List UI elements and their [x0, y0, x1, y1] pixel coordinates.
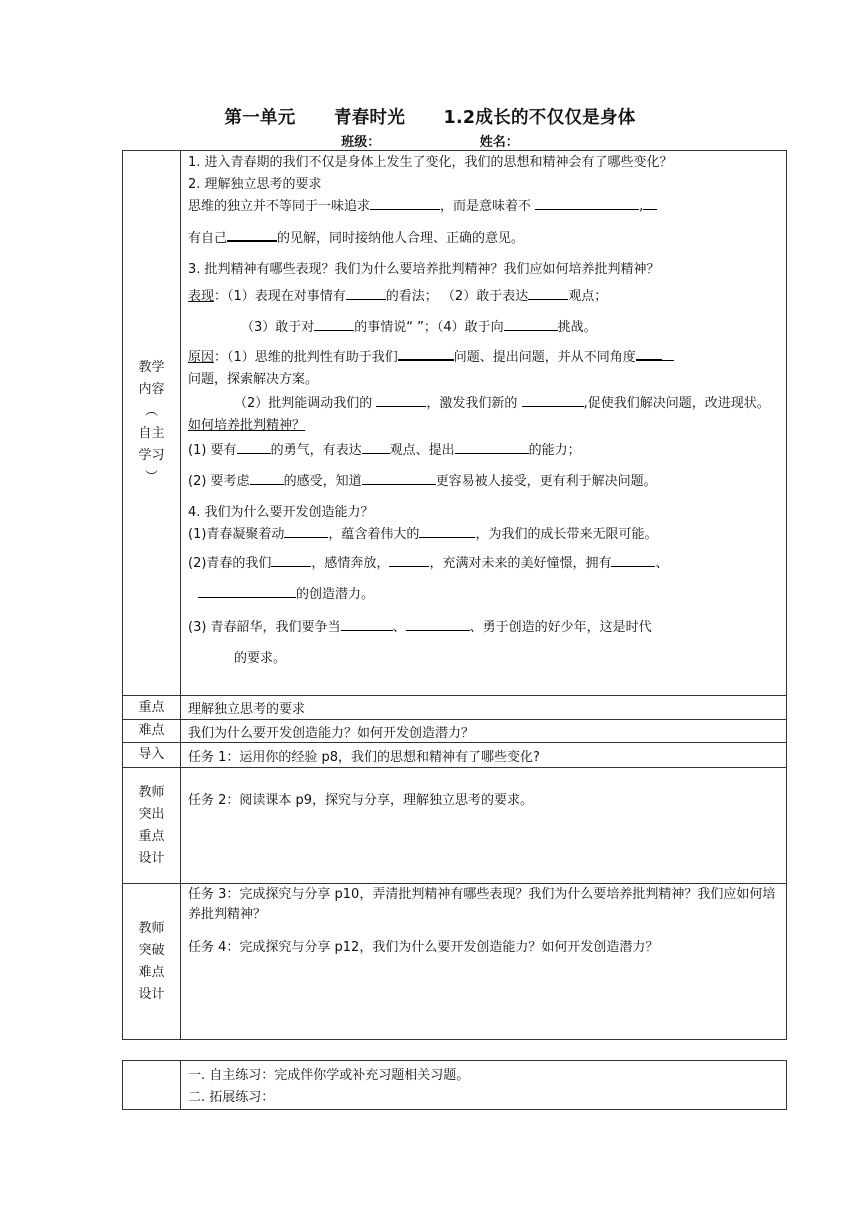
blank — [643, 196, 657, 210]
teaching-content-cell — [181, 151, 787, 696]
blank — [504, 317, 558, 331]
blank — [284, 524, 328, 538]
lesson-plan-table — [122, 150, 787, 1040]
task-4: 任务 4：完成探究与分享 p12，我们为什么要开发创造能力？如何开发创造潜力？ — [188, 940, 659, 955]
question-3: 3. 批判精神有哪些表现？我们为什么要培养批判精神？我们应如何培养批判精神？ — [188, 262, 660, 277]
blank — [250, 471, 284, 485]
class-name-line: 班级： 姓名： — [341, 135, 519, 150]
blank — [370, 196, 440, 210]
blank — [198, 584, 296, 598]
blank — [362, 471, 436, 485]
creativity-line-3: 的创造潜力。 — [188, 584, 780, 606]
reason-line-2: （2）批判能调动我们的 ，激发我们新的 ,促使我们解决问题，改进现状。 — [188, 393, 780, 415]
teaching-content-label: 教学 内容 ︵ 自主 学习 ︶ — [123, 151, 181, 696]
teacher-break-cell — [181, 884, 787, 1040]
difficulty-text: 我们为什么要开发创造能力？如何开发创造潜力？ — [181, 720, 787, 743]
blank — [314, 317, 354, 331]
how-line-2: (2) 要考虑 的感受，知道 更容易被人接受，更有利于解决问题。 — [188, 471, 780, 493]
teacher-break-label: 教师 突破 难点 设计 — [123, 884, 181, 1040]
blank — [636, 346, 662, 361]
page-title: 第一单元 青春时光 1.2成长的不仅仅是身体 — [224, 108, 636, 128]
question-1: 1. 进入青春期的我们不仅是身体上发生了变化，我们的思想和精神会有了哪些变化？ — [188, 155, 673, 170]
difficulty-label: 难点 — [123, 720, 181, 743]
blank — [271, 553, 311, 567]
teacher-focus-label: 教师 突出 重点 设计 — [123, 768, 181, 884]
performance-line-1: 表现：（1）表现在对事情有 的看法； （2）敢于表达 观点； — [188, 286, 780, 308]
blank — [376, 393, 426, 407]
reason-line-1b: 问题，探索解决方案。 — [188, 372, 319, 387]
question-2: 2. 理解独立思考的要求 — [188, 177, 322, 192]
blank — [455, 440, 529, 454]
teacher-focus-cell — [181, 768, 787, 884]
fill-line-b: 有自己 的见解，同时接纳他人合理、正确的意见。 — [188, 227, 780, 250]
blank — [341, 617, 393, 631]
practice-line-1: 一. 自主练习：完成伴你学或补充习题相关习题。 — [188, 1068, 470, 1083]
blank — [406, 617, 470, 631]
practice-label-cell — [123, 1061, 181, 1110]
practice-cell — [181, 1061, 787, 1110]
practice-line-2: 二. 拓展练习： — [188, 1090, 275, 1105]
blank — [227, 227, 277, 242]
intro-label: 导入 — [123, 743, 181, 768]
performance-line-2: （3）敢于对 的事情说“ ”；（4）敢于向 挑战。 — [188, 317, 780, 339]
blank — [346, 286, 386, 300]
reason-line-1: 原因：（1）思维的批判性有助于我们 问题、提出问题，并从不同角度 — [188, 346, 780, 369]
question-4: 4. 我们为什么要开发创造能力？ — [188, 505, 374, 520]
key-point-text: 理解独立思考的要求 — [181, 696, 787, 720]
blank — [237, 440, 271, 454]
blank — [528, 286, 568, 300]
blank — [419, 524, 475, 538]
creativity-line-1: (1)青春凝聚着动 ，蕴含着伟大的 ，为我们的成长带来无限可能。 — [188, 524, 780, 546]
creativity-line-5: 的要求。 — [234, 651, 287, 666]
fill-line-a: 思维的独立并不等同于一味追求 ，而是意味着不 , — [188, 196, 780, 218]
blank — [662, 347, 674, 361]
blank — [389, 553, 429, 567]
blank — [522, 393, 584, 407]
practice-table — [122, 1060, 787, 1110]
blank — [535, 196, 639, 210]
how-to-cultivate: 如何培养批判精神？ — [188, 418, 306, 433]
key-point-label: 重点 — [123, 696, 181, 720]
blank — [362, 440, 390, 454]
task-3: 任务 3：完成探究与分享 p10，弄清批判精神有哪些表现？我们为什么要培养批判精神？我们应如何培养批判精神？ — [188, 887, 776, 922]
creativity-line-2: (2)青春的我们 ，感情奔放， ，充满对未来的美好憧憬，拥有 、 — [188, 553, 780, 575]
how-line-1: (1) 要有 的勇气，有表达 观点、提出 的能力； — [188, 440, 780, 462]
creativity-line-4: (3) 青春韶华，我们要争当 、 、勇于创造的好少年，这是时代 — [188, 617, 780, 639]
task-2: 任务 2：阅读课本 p9，探究与分享，理解独立思考的要求。 — [188, 793, 534, 808]
blank — [611, 553, 655, 567]
intro-text: 任务 1：运用你的经验 p8，我们的思想和精神有了哪些变化? — [181, 743, 787, 768]
blank — [398, 346, 454, 361]
